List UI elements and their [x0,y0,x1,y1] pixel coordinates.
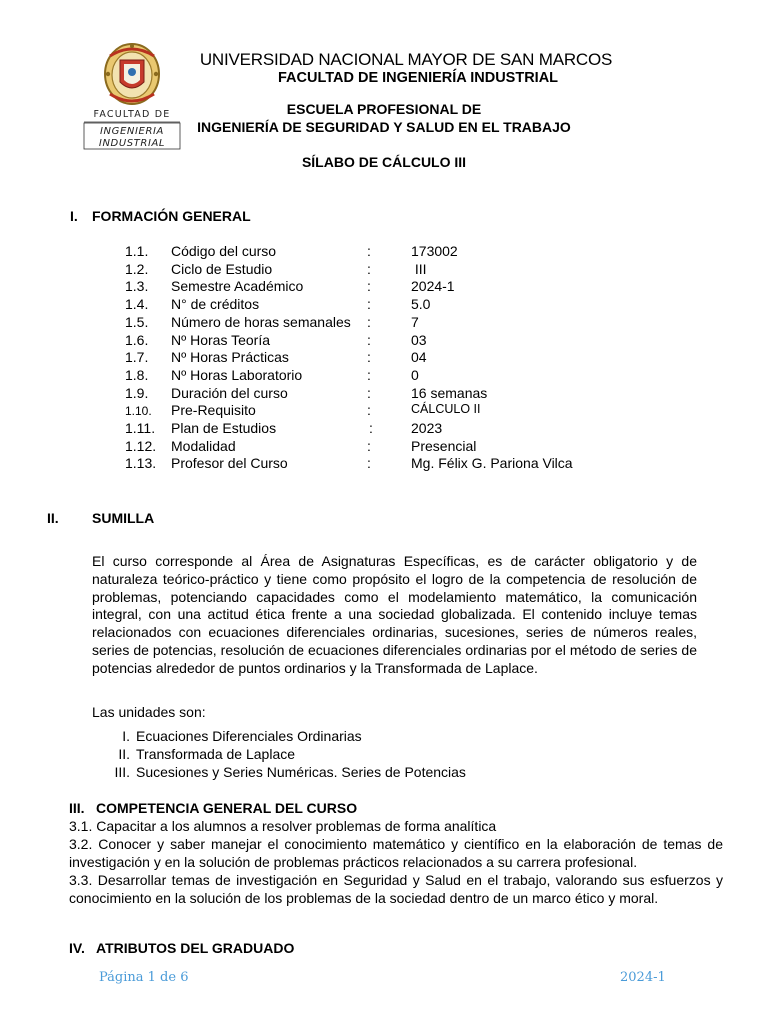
info-row-label: Nº Horas Prácticas [171,349,289,366]
info-row-colon: : [367,313,371,330]
faculty-name: FACULTAD DE INGENIERÍA INDUSTRIAL [277,70,559,86]
crest-caption-line3: INDUSTRIAL [98,138,166,149]
info-row [0,402,768,420]
info-row-value: 2024-1 [411,278,455,295]
info-row-number: 1.8. [125,366,149,383]
unit-text: Transformada de Laplace [136,746,296,762]
info-row-number: 1.10. [125,404,152,419]
sumilla-paragraph: El curso corresponde al Área de Asignaturas Específicas, es de carácter obligatorio y de naturaleza teórico-práctico y tiene como propósito el logro de la competencia de resolución de problemas, potenciando capacidades como el modelamiento matemático, la comunicación integral, con una actitud ética frente a una sociedad globalizada. El contenido incluye temas relacionados con ecuaciones diferenciales ordinarias, sucesiones, series de números reales, series de potencias, resolución de ecuaciones diferenciales ordinarias por el método de series de potencias alrededor de puntos ordinarios y la Transformada de Laplace. [92,553,697,676]
section-4-title: ATRIBUTOS DEL GRADUADO [96,940,295,956]
university-name: UNIVERSIDAD NACIONAL MAYOR DE SAN MARCOS [199,50,613,69]
competence-item-3: 3.3. Desarrollar temas de investigación en Seguridad y Salud en el trabajo, valorando sus esfuerzos y conocimiento en la solución de los problemas de la sociedad dentro de un marco ético y moral. [69,872,723,906]
info-row-number: 1.12. [125,437,157,454]
info-row-value: 173002 [411,243,458,259]
info-row-label: Nº Horas Laboratorio [171,366,303,383]
info-row-label: Nº Horas Teoría [171,331,271,348]
info-row-number: 1.1. [125,243,149,259]
info-row-colon: : [367,243,371,259]
info-row-value: Presencial [411,437,477,454]
unit-number: I. [122,728,130,744]
info-row [0,420,768,438]
info-row-number: 1.11. [125,420,156,436]
info-row-value: 0 [411,366,419,383]
info-row [0,455,768,473]
info-row-colon: : [367,366,371,383]
school-line-2: INGENIERÍA DE SEGURIDAD Y SALUD EN EL TRABAJO [197,119,571,135]
info-row [0,385,768,403]
section-1-title: FORMACIÓN GENERAL [92,208,251,224]
section-3-number: III. [69,800,85,816]
info-row-colon: : [367,384,371,401]
section-2-number: II. [47,510,59,526]
info-row [0,349,768,367]
unit-number: II. [118,746,130,762]
info-row [0,278,768,296]
units-intro: Las unidades son: [92,704,206,720]
info-row-value: 5.0 [411,296,431,313]
unit-number: III. [114,764,130,780]
info-row-number: 1.4. [125,296,149,313]
info-row-colon: : [367,331,371,348]
info-row-colon: : [367,260,371,277]
info-row-colon: : [367,278,371,295]
unit-text: Sucesiones y Series Numéricas. Series de Potencias [136,764,466,780]
info-row-label: Semestre Académico [171,278,304,295]
school-line-1: ESCUELA PROFESIONAL DE [286,101,482,117]
info-row-number: 1.3. [125,278,149,295]
info-row-label: Número de horas semanales [171,313,351,330]
crest-caption-line1: FACULTAD DE [93,109,171,120]
info-row-number: 1.2. [125,260,149,277]
info-row-label: Plan de Estudios [171,420,277,436]
info-row [0,332,768,350]
info-row-label: Modalidad [171,437,236,454]
info-row-colon: : [367,437,371,454]
info-row [0,296,768,314]
footer-semester: 2024-1 [620,970,666,985]
info-row-label: Duración del curso [171,384,288,401]
section-4-number: IV. [69,940,85,956]
info-row-label: Profesor del Curso [171,455,288,472]
info-row-number: 1.9. [125,384,149,401]
info-row [0,261,768,279]
info-row-value: 04 [411,349,427,366]
info-row-value: III [411,260,427,277]
info-row-value: 2023 [411,420,443,436]
info-row-number: 1.5. [125,313,149,330]
footer-page-label: Página 1 de 6 [99,970,189,985]
info-row-value: Mg. Félix G. Pariona Vilca [411,455,573,472]
info-row-value: 03 [411,331,427,348]
section-1-number: I. [70,208,78,224]
info-row-colon: : [369,420,373,436]
info-row [0,438,768,456]
info-row-colon: : [367,349,371,366]
info-row-colon: : [367,296,371,313]
info-row-label: Ciclo de Estudio [171,260,273,277]
info-row-value: 16 semanas [411,384,488,401]
info-row [0,243,768,261]
info-row-value: CÁLCULO II [411,402,481,417]
competence-item-2: 3.2. Conocer y saber manejar el conocimiento matemático y científico en la elaboración de temas de investigación y en la solución de problemas prácticos relacionados a su carrera profesional. [69,836,723,870]
info-row-number: 1.7. [125,349,149,366]
competence-item-1: 3.1. Capacitar a los alumnos a resolver problemas de forma analítica [69,818,497,834]
info-row-colon: : [367,455,371,472]
unit-text: Ecuaciones Diferenciales Ordinarias [136,728,362,744]
info-row-number: 1.13. [125,455,157,472]
info-row-number: 1.6. [125,331,149,348]
crest-caption-line2: INGENIERIA [100,126,164,137]
info-row-colon: : [367,402,371,419]
info-row-label: Pre-Requisito [171,402,256,419]
section-2-title: SUMILLA [92,510,155,526]
syllabus-title: SÍLABO DE CÁLCULO III [301,154,467,170]
info-row-value: 7 [411,313,419,330]
info-row [0,314,768,332]
info-row [0,367,768,385]
info-row-label: N° de créditos [171,296,260,313]
info-row-label: Código del curso [171,243,277,259]
section-3-title: COMPETENCIA GENERAL DEL CURSO [96,800,358,816]
